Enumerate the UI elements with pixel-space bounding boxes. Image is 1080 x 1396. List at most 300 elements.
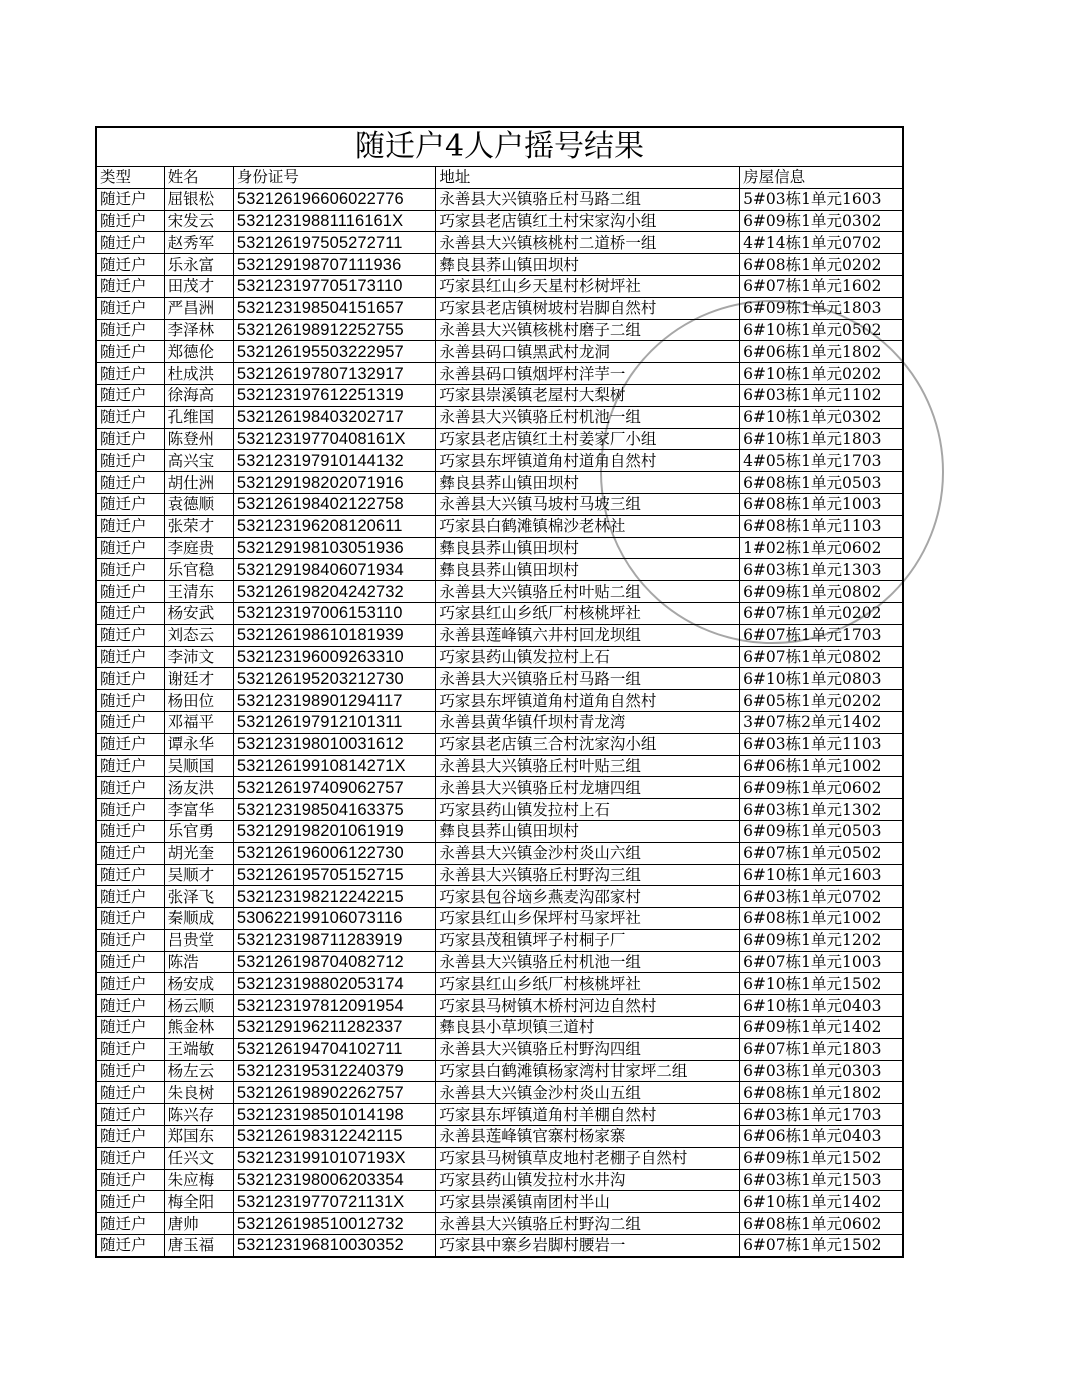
cell-house: 6#03栋1单元1302 [740, 799, 903, 821]
cell-house: 6#07栋1单元0202 [740, 602, 903, 624]
cell-address: 巧家县东坪镇道角村道角自然村 [436, 450, 740, 472]
cell-house: 6#06栋1单元1802 [740, 341, 903, 363]
cell-id: 532123197812091954 [233, 995, 436, 1017]
cell-type: 随迁户 [96, 624, 164, 646]
cell-address: 巧家县红山乡纸厂村核桃坪社 [436, 973, 740, 995]
table-row [96, 232, 903, 254]
cell-house: 6#07栋1单元1602 [740, 275, 903, 297]
table-row [96, 908, 903, 930]
cell-id: 532126195203212730 [233, 668, 436, 690]
cell-address: 巧家县红山乡纸厂村核桃坪社 [436, 602, 740, 624]
cell-id: 532126194704102711 [233, 1038, 436, 1060]
cell-type: 随迁户 [96, 995, 164, 1017]
cell-name: 李泽林 [164, 319, 233, 341]
cell-type: 随迁户 [96, 929, 164, 951]
cell-house: 6#09栋1单元1803 [740, 297, 903, 319]
cell-house: 6#10栋1单元0302 [740, 406, 903, 428]
cell-id: 532126196006122730 [233, 842, 436, 864]
cell-name: 王端敏 [164, 1038, 233, 1060]
cell-id: 532123197006153110 [233, 602, 436, 624]
table-row [96, 777, 903, 799]
cell-id: 532126198902262757 [233, 1082, 436, 1104]
table-row [96, 297, 903, 319]
cell-id: 532129198103051936 [233, 537, 436, 559]
cell-address: 巧家县老店镇三合村沈家沟小组 [436, 733, 740, 755]
cell-address: 巧家县药山镇发拉村上石 [436, 799, 740, 821]
cell-type: 随迁户 [96, 1213, 164, 1235]
cell-type: 随迁户 [96, 581, 164, 603]
cell-house: 6#08栋1单元1003 [740, 493, 903, 515]
cell-id: 532123196208120611 [233, 515, 436, 537]
cell-name: 吴顺才 [164, 864, 233, 886]
cell-name: 吕贵堂 [164, 929, 233, 951]
cell-name: 杜成洪 [164, 363, 233, 385]
cell-address: 永善县大兴镇骆丘村野沟二组 [436, 1213, 740, 1235]
cell-id: 532123196810030352 [233, 1235, 436, 1257]
cell-id: 532126196606022776 [233, 188, 436, 210]
table-row [96, 1104, 903, 1126]
cell-name: 陈兴存 [164, 1104, 233, 1126]
table-row [96, 406, 903, 428]
cell-address: 巧家县东坪镇道角村羊棚自然村 [436, 1104, 740, 1126]
cell-type: 随迁户 [96, 733, 164, 755]
cell-id: 532129198406071934 [233, 559, 436, 581]
cell-type: 随迁户 [96, 1235, 164, 1257]
cell-id: 532129198707111936 [233, 254, 436, 276]
cell-address: 永善县大兴镇金沙村炎山六组 [436, 842, 740, 864]
cell-id: 532126197807132917 [233, 363, 436, 385]
cell-type: 随迁户 [96, 1169, 164, 1191]
table-row [96, 1213, 903, 1235]
cell-type: 随迁户 [96, 450, 164, 472]
cell-id: 53212319910107193X [233, 1147, 436, 1169]
cell-house: 4#05栋1单元1703 [740, 450, 903, 472]
cell-name: 杨安成 [164, 973, 233, 995]
cell-house: 6#09栋1单元1202 [740, 929, 903, 951]
cell-house: 6#10栋1单元0502 [740, 319, 903, 341]
cell-type: 随迁户 [96, 668, 164, 690]
table-row [96, 559, 903, 581]
result-table [95, 126, 904, 1258]
table-row [96, 886, 903, 908]
cell-name: 吴顺国 [164, 755, 233, 777]
cell-id: 532123198212242215 [233, 886, 436, 908]
cell-address: 永善县码口镇烟坪村洋芋一 [436, 363, 740, 385]
table-title: 随迁户4人户摇号结果 [96, 127, 903, 167]
table-row [96, 995, 903, 1017]
cell-id: 532123198901294117 [233, 690, 436, 712]
cell-type: 随迁户 [96, 886, 164, 908]
cell-house: 6#06栋1单元0403 [740, 1126, 903, 1148]
cell-address: 巧家县老店镇红土村宋家沟小组 [436, 210, 740, 232]
cell-name: 郑国东 [164, 1126, 233, 1148]
cell-name: 杨左云 [164, 1060, 233, 1082]
cell-type: 随迁户 [96, 188, 164, 210]
cell-house: 6#09栋1单元0602 [740, 777, 903, 799]
cell-name: 屈银松 [164, 188, 233, 210]
cell-id: 532126195503222957 [233, 341, 436, 363]
table-row [96, 690, 903, 712]
cell-address: 永善县大兴镇骆丘村马路二组 [436, 188, 740, 210]
cell-name: 高兴宝 [164, 450, 233, 472]
cell-type: 随迁户 [96, 908, 164, 930]
cell-id: 532129196211282337 [233, 1017, 436, 1039]
cell-type: 随迁户 [96, 341, 164, 363]
header-id: 身份证号 [233, 167, 436, 189]
cell-address: 永善县大兴镇骆丘村机池一组 [436, 951, 740, 973]
table-row [96, 1017, 903, 1039]
table-row [96, 188, 903, 210]
cell-name: 刘态云 [164, 624, 233, 646]
cell-id: 532123196009263310 [233, 646, 436, 668]
cell-name: 孔维国 [164, 406, 233, 428]
cell-id: 532126198510012732 [233, 1213, 436, 1235]
cell-address: 巧家县白鹤滩镇杨家湾村甘家坪二组 [436, 1060, 740, 1082]
table-row [96, 428, 903, 450]
cell-address: 永善县码口镇黑武村龙洞 [436, 341, 740, 363]
cell-house: 6#08栋1单元0602 [740, 1213, 903, 1235]
cell-type: 随迁户 [96, 820, 164, 842]
cell-name: 陈登州 [164, 428, 233, 450]
cell-house: 6#07栋1单元0802 [740, 646, 903, 668]
cell-name: 陈浩 [164, 951, 233, 973]
cell-id: 532123197705173110 [233, 275, 436, 297]
cell-name: 熊金林 [164, 1017, 233, 1039]
cell-name: 李富华 [164, 799, 233, 821]
cell-address: 彝良县小草坝镇三道村 [436, 1017, 740, 1039]
cell-type: 随迁户 [96, 537, 164, 559]
cell-id: 532129198202071916 [233, 472, 436, 494]
cell-id: 532123198006203354 [233, 1169, 436, 1191]
cell-house: 6#08栋1单元1802 [740, 1082, 903, 1104]
cell-type: 随迁户 [96, 559, 164, 581]
cell-address: 彝良县荞山镇田坝村 [436, 537, 740, 559]
cell-house: 6#03栋1单元0303 [740, 1060, 903, 1082]
cell-id: 532123198504151657 [233, 297, 436, 319]
cell-house: 6#07栋1单元0502 [740, 842, 903, 864]
cell-address: 巧家县药山镇发拉村上石 [436, 646, 740, 668]
cell-id: 53212319881116161X [233, 210, 436, 232]
cell-house: 6#03栋1单元1103 [740, 733, 903, 755]
header-row [96, 167, 903, 189]
cell-id: 532123197910144132 [233, 450, 436, 472]
cell-name: 乐官勇 [164, 820, 233, 842]
cell-type: 随迁户 [96, 472, 164, 494]
table-row [96, 646, 903, 668]
cell-type: 随迁户 [96, 951, 164, 973]
cell-address: 彝良县荞山镇田坝村 [436, 820, 740, 842]
cell-address: 巧家县中寨乡岩脚村腰岩一 [436, 1235, 740, 1257]
cell-type: 随迁户 [96, 275, 164, 297]
cell-id: 532126197505272711 [233, 232, 436, 254]
cell-house: 6#07栋1单元1003 [740, 951, 903, 973]
table-row [96, 384, 903, 406]
cell-address: 巧家县马树镇木桥村河边自然村 [436, 995, 740, 1017]
cell-address: 永善县大兴镇核桃村磨子二组 [436, 319, 740, 341]
cell-type: 随迁户 [96, 799, 164, 821]
cell-house: 6#08栋1单元1103 [740, 515, 903, 537]
cell-house: 6#07栋1单元1703 [740, 624, 903, 646]
cell-house: 6#06栋1单元1002 [740, 755, 903, 777]
table-row [96, 581, 903, 603]
cell-house: 5#03栋1单元1603 [740, 188, 903, 210]
cell-type: 随迁户 [96, 428, 164, 450]
cell-type: 随迁户 [96, 384, 164, 406]
cell-house: 6#08栋1单元1002 [740, 908, 903, 930]
cell-address: 巧家县红山乡天星村杉树坪社 [436, 275, 740, 297]
table-row [96, 319, 903, 341]
table-row [96, 493, 903, 515]
cell-name: 徐海高 [164, 384, 233, 406]
cell-house: 6#08栋1单元0503 [740, 472, 903, 494]
cell-house: 6#03栋1单元0702 [740, 886, 903, 908]
cell-address: 永善县大兴镇骆丘村机池一组 [436, 406, 740, 428]
table-row [96, 515, 903, 537]
cell-address: 彝良县荞山镇田坝村 [436, 472, 740, 494]
table-row [96, 842, 903, 864]
cell-address: 巧家县包谷垴乡燕麦沟邵家村 [436, 886, 740, 908]
table-row [96, 254, 903, 276]
cell-type: 随迁户 [96, 1038, 164, 1060]
cell-id: 532123198802053174 [233, 973, 436, 995]
cell-type: 随迁户 [96, 1147, 164, 1169]
cell-type: 随迁户 [96, 646, 164, 668]
cell-name: 唐帅 [164, 1213, 233, 1235]
cell-name: 汤友洪 [164, 777, 233, 799]
header-type: 类型 [96, 167, 164, 189]
cell-name: 唐玉福 [164, 1235, 233, 1257]
cell-address: 巧家县崇溪镇老屋村大梨树 [436, 384, 740, 406]
cell-type: 随迁户 [96, 690, 164, 712]
cell-type: 随迁户 [96, 602, 164, 624]
cell-house: 6#07栋1单元1803 [740, 1038, 903, 1060]
cell-name: 李沛文 [164, 646, 233, 668]
cell-address: 永善县大兴镇马坡村马坡三组 [436, 493, 740, 515]
cell-id: 532123195312240379 [233, 1060, 436, 1082]
cell-house: 6#03栋1单元1703 [740, 1104, 903, 1126]
cell-name: 朱良树 [164, 1082, 233, 1104]
cell-id: 532126198610181939 [233, 624, 436, 646]
cell-name: 杨云顺 [164, 995, 233, 1017]
cell-house: 6#03栋1单元1303 [740, 559, 903, 581]
table-row [96, 1235, 903, 1257]
cell-house: 6#07栋1单元1502 [740, 1235, 903, 1257]
cell-type: 随迁户 [96, 842, 164, 864]
cell-house: 6#10栋1单元0803 [740, 668, 903, 690]
cell-address: 彝良县荞山镇田坝村 [436, 254, 740, 276]
table-row [96, 799, 903, 821]
cell-name: 袁德顺 [164, 493, 233, 515]
cell-type: 随迁户 [96, 363, 164, 385]
cell-id: 53212319770721131X [233, 1191, 436, 1213]
cell-name: 邓福平 [164, 711, 233, 733]
table-row [96, 711, 903, 733]
cell-address: 永善县大兴镇骆丘村叶贴二组 [436, 581, 740, 603]
cell-house: 6#08栋1单元0202 [740, 254, 903, 276]
cell-id: 53212619910814271X [233, 755, 436, 777]
cell-id: 532123197612251319 [233, 384, 436, 406]
cell-address: 彝良县荞山镇田坝村 [436, 559, 740, 581]
cell-type: 随迁户 [96, 1191, 164, 1213]
cell-house: 4#14栋1单元0702 [740, 232, 903, 254]
cell-name: 王清东 [164, 581, 233, 603]
table-row [96, 537, 903, 559]
cell-house: 6#10栋1单元1402 [740, 1191, 903, 1213]
cell-name: 宋发云 [164, 210, 233, 232]
cell-name: 张荣才 [164, 515, 233, 537]
cell-name: 乐永富 [164, 254, 233, 276]
cell-name: 胡仕洲 [164, 472, 233, 494]
cell-type: 随迁户 [96, 1126, 164, 1148]
cell-type: 随迁户 [96, 493, 164, 515]
cell-name: 任兴文 [164, 1147, 233, 1169]
table-row [96, 1191, 903, 1213]
cell-name: 秦顺成 [164, 908, 233, 930]
cell-address: 巧家县崇溪镇南团村半山 [436, 1191, 740, 1213]
table-row [96, 602, 903, 624]
table-row [96, 951, 903, 973]
cell-type: 随迁户 [96, 406, 164, 428]
table-row [96, 624, 903, 646]
table-row [96, 472, 903, 494]
cell-type: 随迁户 [96, 319, 164, 341]
table-row [96, 1038, 903, 1060]
table-body [96, 188, 903, 1257]
cell-address: 巧家县茂租镇坪子村桐子厂 [436, 929, 740, 951]
cell-house: 6#09栋1单元0802 [740, 581, 903, 603]
table-row [96, 363, 903, 385]
cell-house: 6#09栋1单元0503 [740, 820, 903, 842]
cell-address: 永善县大兴镇骆丘村马路一组 [436, 668, 740, 690]
cell-id: 532126198912252755 [233, 319, 436, 341]
cell-name: 胡光奎 [164, 842, 233, 864]
table-row [96, 1126, 903, 1148]
cell-type: 随迁户 [96, 1060, 164, 1082]
table-row [96, 929, 903, 951]
cell-name: 谭永华 [164, 733, 233, 755]
cell-type: 随迁户 [96, 254, 164, 276]
cell-id: 532126198402122758 [233, 493, 436, 515]
cell-house: 6#09栋1单元0302 [740, 210, 903, 232]
cell-id: 532126198312242115 [233, 1126, 436, 1148]
cell-id: 53212319770408161X [233, 428, 436, 450]
cell-id: 532123198010031612 [233, 733, 436, 755]
cell-address: 巧家县东坪镇道角村道角自然村 [436, 690, 740, 712]
cell-id: 532129198201061919 [233, 820, 436, 842]
result-sheet [95, 126, 904, 1258]
cell-id: 532126198204242732 [233, 581, 436, 603]
cell-house: 6#09栋1单元1402 [740, 1017, 903, 1039]
cell-id: 532126198403202717 [233, 406, 436, 428]
cell-name: 梅全阳 [164, 1191, 233, 1213]
cell-id: 532123198711283919 [233, 929, 436, 951]
table-row [96, 668, 903, 690]
cell-house: 6#10栋1单元1603 [740, 864, 903, 886]
cell-name: 李庭贵 [164, 537, 233, 559]
cell-id: 532126197912101311 [233, 711, 436, 733]
cell-name: 严昌洲 [164, 297, 233, 319]
table-row [96, 210, 903, 232]
cell-address: 永善县大兴镇骆丘村龙塘四组 [436, 777, 740, 799]
cell-name: 杨安武 [164, 602, 233, 624]
cell-address: 巧家县老店镇树坡村岩脚自然村 [436, 297, 740, 319]
cell-type: 随迁户 [96, 210, 164, 232]
cell-name: 郑德伦 [164, 341, 233, 363]
cell-type: 随迁户 [96, 755, 164, 777]
table-row [96, 1060, 903, 1082]
cell-name: 杨田位 [164, 690, 233, 712]
cell-type: 随迁户 [96, 1017, 164, 1039]
table-row [96, 1147, 903, 1169]
header-name: 姓名 [164, 167, 233, 189]
table-row [96, 341, 903, 363]
cell-type: 随迁户 [96, 515, 164, 537]
cell-type: 随迁户 [96, 777, 164, 799]
cell-id: 532126195705152715 [233, 864, 436, 886]
cell-address: 巧家县红山乡保坪村马家坪社 [436, 908, 740, 930]
cell-name: 谢廷才 [164, 668, 233, 690]
cell-house: 6#10栋1单元0403 [740, 995, 903, 1017]
table-row [96, 864, 903, 886]
header-address: 地址 [436, 167, 740, 189]
cell-type: 随迁户 [96, 973, 164, 995]
cell-address: 巧家县白鹤滩镇棉沙老林社 [436, 515, 740, 537]
table-row [96, 1082, 903, 1104]
table-row [96, 733, 903, 755]
cell-house: 1#02栋1单元0602 [740, 537, 903, 559]
cell-name: 乐官稳 [164, 559, 233, 581]
cell-name: 田茂才 [164, 275, 233, 297]
cell-house: 6#03栋1单元1503 [740, 1169, 903, 1191]
cell-house: 3#07栋2单元1402 [740, 711, 903, 733]
cell-address: 永善县大兴镇金沙村炎山五组 [436, 1082, 740, 1104]
cell-house: 6#03栋1单元1102 [740, 384, 903, 406]
table-row [96, 275, 903, 297]
table-row [96, 1169, 903, 1191]
cell-id: 532126198704082712 [233, 951, 436, 973]
table-row [96, 755, 903, 777]
cell-address: 永善县大兴镇骆丘村野沟三组 [436, 864, 740, 886]
cell-address: 永善县大兴镇骆丘村野沟四组 [436, 1038, 740, 1060]
cell-type: 随迁户 [96, 711, 164, 733]
cell-id: 532123198501014198 [233, 1104, 436, 1126]
cell-name: 张泽飞 [164, 886, 233, 908]
cell-id: 532126197409062757 [233, 777, 436, 799]
cell-house: 6#09栋1单元1502 [740, 1147, 903, 1169]
cell-address: 永善县莲峰镇官寨村杨家寨 [436, 1126, 740, 1148]
cell-address: 巧家县老店镇红土村姜家厂小组 [436, 428, 740, 450]
table-row [96, 450, 903, 472]
cell-type: 随迁户 [96, 232, 164, 254]
cell-address: 巧家县药山镇发拉村水井沟 [436, 1169, 740, 1191]
cell-address: 永善县大兴镇核桃村二道桥一组 [436, 232, 740, 254]
cell-type: 随迁户 [96, 1104, 164, 1126]
cell-type: 随迁户 [96, 1082, 164, 1104]
cell-house: 6#10栋1单元1803 [740, 428, 903, 450]
cell-address: 永善县莲峰镇六井村回龙坝组 [436, 624, 740, 646]
table-row [96, 973, 903, 995]
header-house: 房屋信息 [740, 167, 903, 189]
cell-name: 朱应梅 [164, 1169, 233, 1191]
cell-address: 巧家县马树镇草皮地村老棚子自然村 [436, 1147, 740, 1169]
cell-name: 赵秀军 [164, 232, 233, 254]
cell-type: 随迁户 [96, 864, 164, 886]
cell-house: 6#05栋1单元0202 [740, 690, 903, 712]
table-row [96, 820, 903, 842]
cell-id: 530622199106073116 [233, 908, 436, 930]
cell-house: 6#10栋1单元1502 [740, 973, 903, 995]
cell-type: 随迁户 [96, 297, 164, 319]
